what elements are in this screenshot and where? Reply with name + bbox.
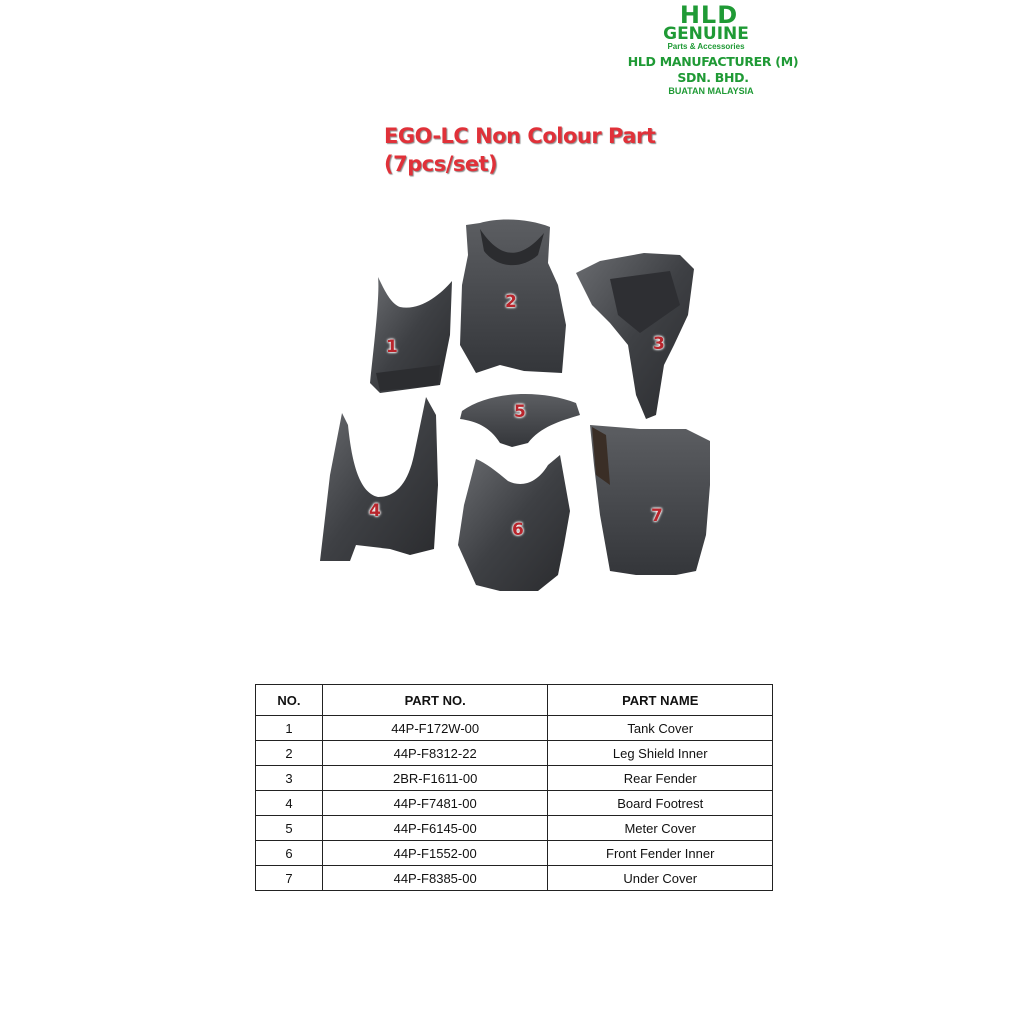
cell-part-name: Board Footrest	[548, 791, 773, 816]
header-part-name: PART NAME	[548, 685, 773, 716]
part-label-7: 7	[651, 506, 663, 526]
header-part-no: PART NO.	[322, 685, 548, 716]
title-line-2: (7pcs/set)	[384, 152, 498, 176]
part-label-4: 4	[369, 501, 381, 521]
table-row	[256, 866, 773, 891]
part-7-shape	[590, 425, 710, 575]
cell-part-no: 2BR-F1611-00	[322, 766, 548, 791]
part-label-2: 2	[505, 292, 517, 312]
cell-part-name: Meter Cover	[548, 816, 773, 841]
parts-photo	[300, 215, 720, 595]
logo-parts-accessories: Parts & Accessories	[667, 42, 745, 51]
logo-genuine: GENUINE	[663, 24, 749, 44]
cell-no: 3	[256, 766, 323, 791]
cell-part-no: 44P-F7481-00	[322, 791, 548, 816]
cell-no: 4	[256, 791, 323, 816]
cell-part-name: Under Cover	[548, 866, 773, 891]
cell-no: 6	[256, 841, 323, 866]
part-4-shape	[320, 397, 438, 561]
cell-part-name: Rear Fender	[548, 766, 773, 791]
cell-part-no: 44P-F6145-00	[322, 816, 548, 841]
table-row	[256, 766, 773, 791]
cell-part-name: Leg Shield Inner	[548, 741, 773, 766]
table-row	[256, 791, 773, 816]
logo-hld: HLD	[679, 1, 739, 29]
parts-illustration	[300, 215, 720, 595]
cell-part-no: 44P-F8312-22	[322, 741, 548, 766]
table-row	[256, 716, 773, 741]
page-title	[384, 122, 655, 178]
table-row	[256, 841, 773, 866]
cell-part-name: Tank Cover	[548, 716, 773, 741]
part-label-1: 1	[386, 337, 398, 357]
cell-no: 1	[256, 716, 323, 741]
parts-table	[255, 684, 773, 891]
cell-no: 7	[256, 866, 323, 891]
cell-part-no: 44P-F8385-00	[322, 866, 548, 891]
part-label-3: 3	[653, 334, 665, 354]
logo-origin: BUATAN MALAYSIA	[668, 86, 754, 96]
table-row	[256, 741, 773, 766]
part-label-6: 6	[512, 520, 524, 540]
header-no: NO.	[256, 685, 323, 716]
logo-manufacturer: HLD MANUFACTURER (M) SDN. BHD.	[627, 54, 799, 85]
part-label-5: 5	[514, 402, 526, 422]
cell-part-no: 44P-F172W-00	[322, 716, 548, 741]
cell-no: 5	[256, 816, 323, 841]
cell-part-name: Front Fender Inner	[548, 841, 773, 866]
cell-part-no: 44P-F1552-00	[322, 841, 548, 866]
table-row	[256, 816, 773, 841]
brand-logo	[618, 1, 808, 96]
cell-no: 2	[256, 741, 323, 766]
table-header-row	[256, 685, 773, 716]
title-line-1: EGO-LC Non Colour Part	[384, 124, 656, 148]
